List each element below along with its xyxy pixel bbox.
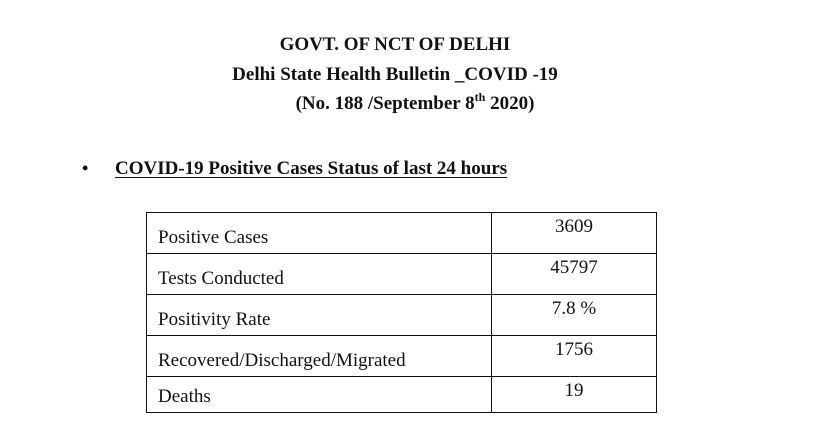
date-ordinal-suffix: th (474, 90, 486, 104)
table-row (147, 213, 657, 254)
row-value: 19 (492, 377, 657, 413)
row-label: Positive Cases (147, 213, 492, 254)
row-value: 45797 (492, 254, 657, 295)
row-label: Tests Conducted (147, 254, 492, 295)
row-value: 1756 (492, 336, 657, 377)
bulletin-number-prefix: (No. 188 /September 8 (295, 93, 475, 114)
table-row (147, 295, 657, 336)
row-label: Positivity Rate (147, 295, 492, 336)
govt-title: GOVT. OF NCT OF DELHI (279, 34, 511, 55)
section-title: COVID-19 Positive Cases Status of last 24 hours (115, 158, 508, 179)
row-value: 7.8 % (492, 295, 657, 336)
row-label: Deaths (147, 377, 492, 413)
table-row (147, 336, 657, 377)
bulletin-number-date (0, 90, 828, 115)
bulletin-year: 2020) (485, 93, 535, 114)
section-heading (82, 158, 507, 180)
table-row (147, 377, 657, 413)
bullet-icon: • (82, 158, 89, 178)
table-row (147, 254, 657, 295)
bulletin-title: Delhi State Health Bulletin _COVID -19 (232, 64, 558, 85)
cases-status-table (146, 212, 657, 413)
row-label: Recovered/Discharged/Migrated (147, 336, 492, 377)
row-value: 3609 (492, 213, 657, 254)
